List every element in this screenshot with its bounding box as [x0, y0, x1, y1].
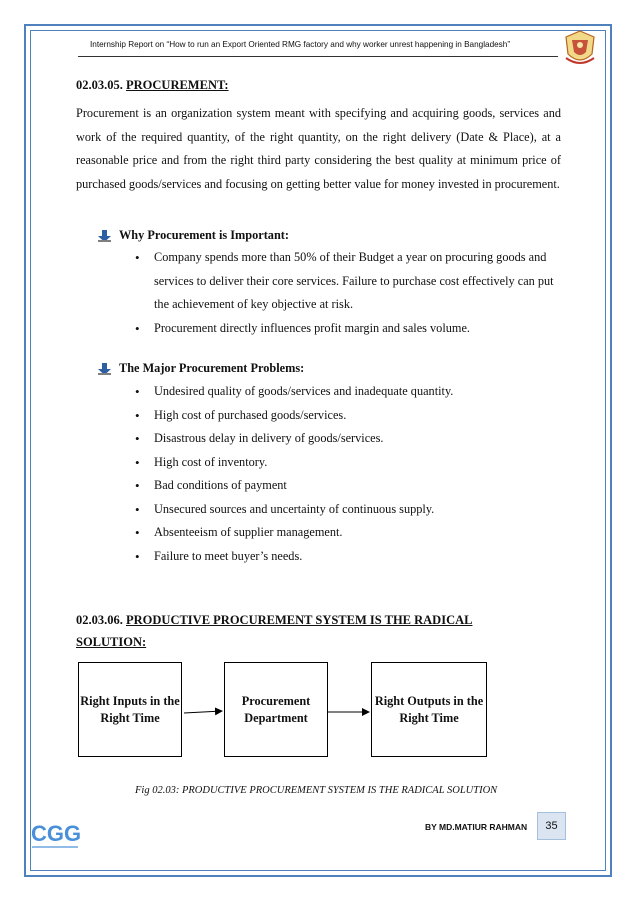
section-title-line2: SOLUTION:	[76, 635, 147, 649]
procurement-paragraph: Procurement is an organization system meant with specifying and acquiring goods, services and work of the required quantity, of the right quantity, on the right delivery (Date & Place), at a reasonable price and from the right third party considering the best quality at minimum price of purchased goods/services and focusing on getting better value for money invested in procurement.	[76, 106, 561, 191]
section-number: 02.03.06.	[76, 613, 123, 627]
list-item: • Company spends more than 50% of their Budget a year on procuring goods and services to deliver their core services. Failure to purchase cost effectively can put the achievement of key objective at risk.	[135, 246, 555, 317]
section-number: 02.03.05.	[76, 78, 123, 92]
list-item: • Failure to meet buyer’s needs.	[135, 545, 555, 569]
footer-author: BY MD.MATIUR RAHMAN	[425, 822, 528, 832]
problems-heading-text: The Major Procurement Problems:	[119, 361, 305, 375]
list-item: • High cost of inventory.	[135, 451, 555, 475]
list-item: • Undesired quality of goods/services and inadequate quantity.	[135, 380, 555, 404]
logo-text: CGG	[31, 821, 82, 846]
diagram-box-procurement: Procurement Department	[224, 662, 328, 757]
section-title: PROCUREMENT:	[126, 78, 229, 92]
why-important-heading-text: Why Procurement is Important:	[119, 228, 289, 242]
diagram-box-inputs: Right Inputs in the Right Time	[78, 662, 182, 757]
cgg-logo	[30, 818, 82, 854]
running-header: Internship Report on “How to run an Export Oriented RMG factory and why worker unrest happening in Bangladesh”	[90, 40, 511, 49]
list-item: • Disastrous delay in delivery of goods/services.	[135, 427, 555, 451]
section-title-line1: PRODUCTIVE PROCUREMENT SYSTEM IS THE RADICAL	[126, 613, 473, 627]
arrow-1	[184, 711, 222, 713]
list-item: • High cost of purchased goods/services.	[135, 404, 555, 428]
list-item: • Procurement directly influences profit margin and sales volume.	[135, 317, 555, 341]
page-number: 35	[537, 812, 566, 840]
diagram-box-outputs: Right Outputs in the Right Time	[371, 662, 487, 757]
list-item: • Unsecured sources and uncertainty of continuous supply.	[135, 498, 555, 522]
list-item: • Absenteeism of supplier management.	[135, 521, 555, 545]
figure-caption: Fig 02.03: PRODUCTIVE PROCUREMENT SYSTEM IS THE RADICAL SOLUTION	[135, 785, 498, 796]
list-item: • Bad conditions of payment	[135, 474, 555, 498]
